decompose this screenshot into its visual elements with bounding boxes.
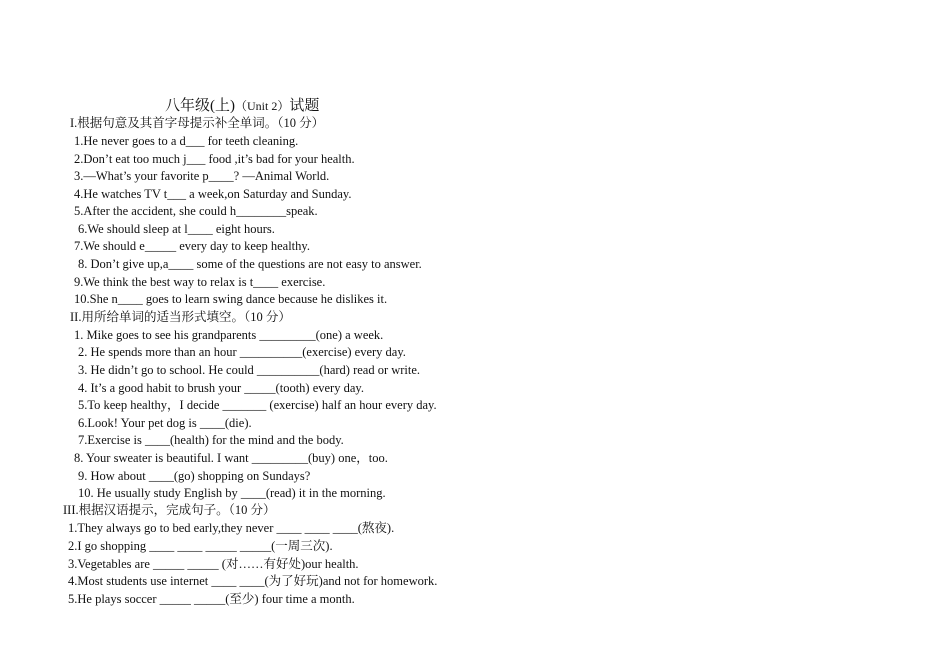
section-1-item-1: 1.He never goes to a d___ for teeth cleaning. <box>74 134 299 148</box>
section-2-item-9: 9. How about ____(go) shopping on Sundays? <box>78 469 311 483</box>
title-main: 八年级(上) <box>165 98 235 114</box>
section-2-item-2: 2. He spends more than an hour __________(exercise) every day. <box>78 345 406 359</box>
section-2-item-8: 8. Your sweater is beautiful. I want _________(buy) one，too. <box>74 451 388 465</box>
section-2-item-1: 1. Mike goes to see his grandparents _________(one) a week. <box>74 328 384 342</box>
section-1-item-6: 6.We should sleep at l____ eight hours. <box>78 222 275 236</box>
section-1-item-9: 9.We think the best way to relax is t____ exercise. <box>74 275 326 289</box>
section-2-item-3: 3. He didn’t go to school. He could __________(hard) read or write. <box>78 363 421 377</box>
title-suffix: 试题 <box>289 98 320 114</box>
section-3-item-2: 2.I go shopping ____ ____ _____ _____(一周三次). <box>68 539 333 553</box>
page-title <box>165 94 319 115</box>
section-1-item-2: 2.Don’t eat too much j___ food ,it’s bad for your health. <box>74 152 355 166</box>
section-3-item-4: 4.Most students use internet ____ ____(为了好玩)and not for homework. <box>68 574 438 588</box>
section-1-item-3: 3.—What’s your favorite p____? —Animal World. <box>74 169 330 183</box>
section-1-item-8: 8. Don’t give up,a____ some of the questions are not easy to answer. <box>78 257 422 271</box>
section-3-item-3: 3.Vegetables are _____ _____ (对……有好处)our health. <box>68 557 359 571</box>
section-3-item-5: 5.He plays soccer _____ _____(至少) four time a month. <box>68 592 355 606</box>
section-2-item-6: 6.Look! Your pet dog is ____(die). <box>78 416 252 430</box>
section-2-item-10: 10. He usually study English by ____(read) it in the morning. <box>78 486 386 500</box>
section-3-heading: III.根据汉语提示，完成句子。（10 分） <box>63 503 276 517</box>
section-1-item-5: 5.After the accident, she could h________speak. <box>74 204 318 218</box>
section-1-item-4: 4.He watches TV t___ a week,on Saturday and Sunday. <box>74 187 352 201</box>
section-1-heading: I.根据句意及其首字母提示补全单词。（10 分） <box>70 116 325 130</box>
section-1-item-7: 7.We should e_____ every day to keep healthy. <box>74 239 310 253</box>
section-2-item-4: 4. It’s a good habit to brush your _____(tooth) every day. <box>78 381 364 395</box>
section-3-item-1: 1.They always go to bed early,they never ____ ____ ____(熬夜). <box>68 521 395 535</box>
section-1-item-10: 10.She n____ goes to learn swing dance because he dislikes it. <box>74 292 388 306</box>
section-2-item-5: 5.To keep healthy，I decide _______ (exercise) half an hour every day. <box>78 398 437 412</box>
section-2-heading: II.用所给单词的适当形式填空。（10 分） <box>70 310 291 324</box>
title-unit: （Unit 2） <box>235 99 290 113</box>
section-2-item-7: 7.Exercise is ____(health) for the mind and the body. <box>78 433 344 447</box>
